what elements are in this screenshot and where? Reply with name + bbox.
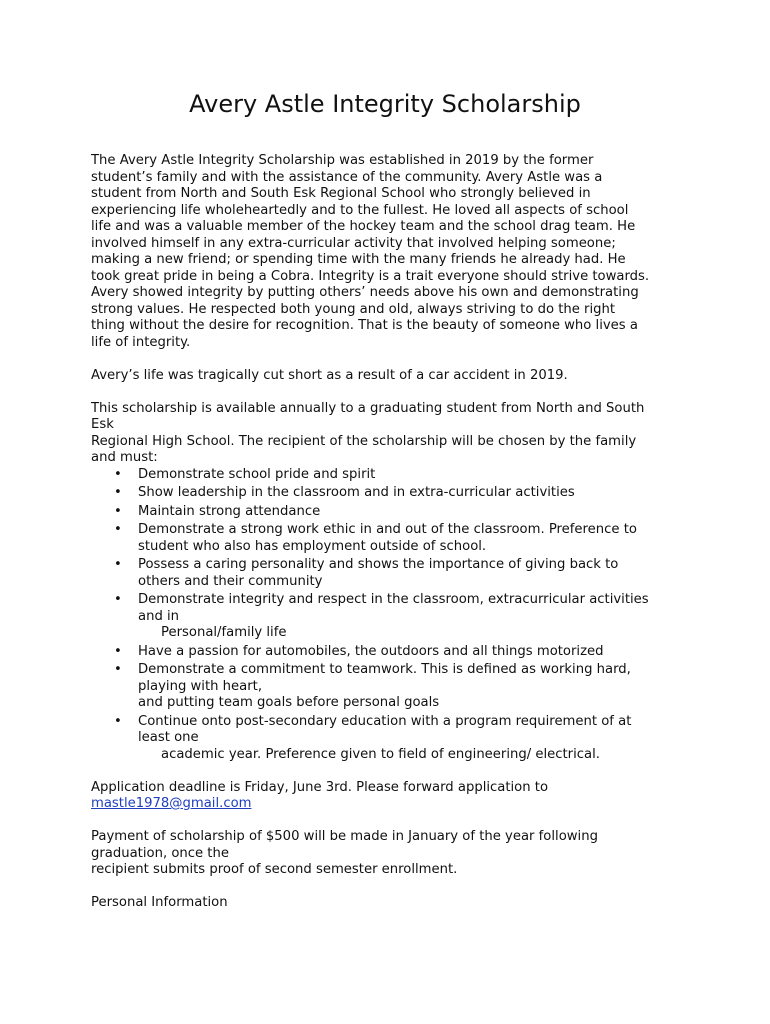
payment-line: recipient submits proof of second semester enrollment. xyxy=(91,862,458,877)
bullet-icon: • xyxy=(114,662,122,677)
criteria-text: Demonstrate integrity and respect in the classroom, extracurricular activities xyxy=(138,592,649,607)
list-item xyxy=(91,467,691,484)
list-item xyxy=(91,644,691,661)
list-item xyxy=(91,592,691,642)
intro-line: involved himself in any extra-curricular activity that involved helping someone; xyxy=(91,235,616,251)
eligibility-line: This scholarship is available annually to a graduating student from North and South xyxy=(91,400,645,416)
criteria-text: academic year. Preference given to field of engineering/ electrical. xyxy=(161,746,600,762)
list-item xyxy=(91,714,691,764)
list-item xyxy=(91,504,691,521)
criteria-text: Continue onto post-secondary education with a program requirement of at xyxy=(138,713,632,729)
eligibility-line: Regional High School. The recipient of the scholarship will be chosen by the family xyxy=(91,433,637,449)
criteria-text: Show leadership in the classroom and in extra-curricular activities xyxy=(138,485,575,500)
bullet-icon: • xyxy=(114,643,122,659)
criteria-list xyxy=(91,467,691,764)
intro-line: thing without the desire for recognition. That is the beauty of someone who lives a xyxy=(91,318,638,333)
accident-paragraph xyxy=(91,368,691,385)
criteria-text: least one xyxy=(138,730,199,745)
criteria-text: Possess a caring personality and shows the importance of giving back to xyxy=(138,557,619,572)
bullet-icon: • xyxy=(114,522,122,537)
bullet-icon: • xyxy=(114,592,122,607)
deadline-text: Application deadline is Friday, June 3rd. Please forward application to xyxy=(91,779,549,795)
intro-line: student from North and South Esk Regional School who strongly believed in xyxy=(91,186,591,201)
intro-line: life and was a valuable member of the hockey team and the school drag team. He xyxy=(91,219,636,234)
deadline-paragraph xyxy=(91,780,691,813)
criteria-text: Demonstrate a strong work ethic in and out of the classroom. Preference to xyxy=(138,522,637,537)
criteria-text: Demonstrate school pride and spirit xyxy=(138,466,376,482)
bullet-icon: • xyxy=(114,557,122,572)
intro-paragraph xyxy=(91,153,691,351)
criteria-text: Demonstrate a commitment to teamwork. This is defined as working hard, xyxy=(138,662,631,677)
intro-line: Avery showed integrity by putting others’ needs above his own and demonstrating xyxy=(91,285,639,300)
intro-line: life of integrity. xyxy=(91,334,191,350)
bullet-icon: • xyxy=(114,466,122,482)
list-item xyxy=(91,522,691,555)
bullet-icon: • xyxy=(114,503,122,519)
criteria-text: playing with heart, xyxy=(138,678,263,694)
intro-line: strong values. He respected both young and old, always striving to do the right xyxy=(91,301,616,317)
document-title: Avery Astle Integrity Scholarship xyxy=(189,90,581,118)
eligibility-line: Esk xyxy=(91,417,114,432)
payment-line: graduation, once the xyxy=(91,845,229,861)
payment-line: Payment of scholarship of $500 will be made in January of the year following xyxy=(91,829,598,844)
intro-line: making a new friend; or spending time with the many friends he already had. He xyxy=(91,252,626,267)
criteria-text: Have a passion for automobiles, the outdoors and all things motorized xyxy=(138,643,604,659)
document-body xyxy=(91,153,691,928)
intro-line: experiencing life wholeheartedly and to the fullest. He loved all aspects of school xyxy=(91,202,629,218)
personal-info-heading-paragraph xyxy=(91,895,691,912)
bullet-icon: • xyxy=(114,713,122,729)
criteria-text: others and their community xyxy=(138,573,323,589)
intro-line: The Avery Astle Integrity Scholarship was established in 2019 by the former xyxy=(91,153,594,168)
list-item xyxy=(91,662,691,712)
intro-line: took great pride in being a Cobra. Integrity is a trait everyone should strive towards. xyxy=(91,268,650,284)
contact-email-link[interactable]: mastle1978@gmail.com xyxy=(91,796,252,811)
criteria-text: Personal/family life xyxy=(161,625,287,640)
criteria-text: Maintain strong attendance xyxy=(138,503,321,519)
eligibility-line: and must: xyxy=(91,450,158,465)
list-item xyxy=(91,485,691,502)
intro-line: student’s family and with the assistance of the community. Avery Astle was a xyxy=(91,169,603,185)
criteria-text: and in xyxy=(138,608,180,624)
payment-paragraph xyxy=(91,829,691,879)
bullet-icon: • xyxy=(114,485,122,500)
eligibility-paragraph xyxy=(91,401,691,467)
personal-info-heading: Personal Information xyxy=(91,895,228,910)
criteria-text: student who also has employment outside of school. xyxy=(138,538,487,554)
criteria-text: and putting team goals before personal goals xyxy=(138,695,440,710)
list-item xyxy=(91,557,691,590)
accident-text: Avery’s life was tragically cut short as a result of a car accident in 2019. xyxy=(91,367,568,383)
